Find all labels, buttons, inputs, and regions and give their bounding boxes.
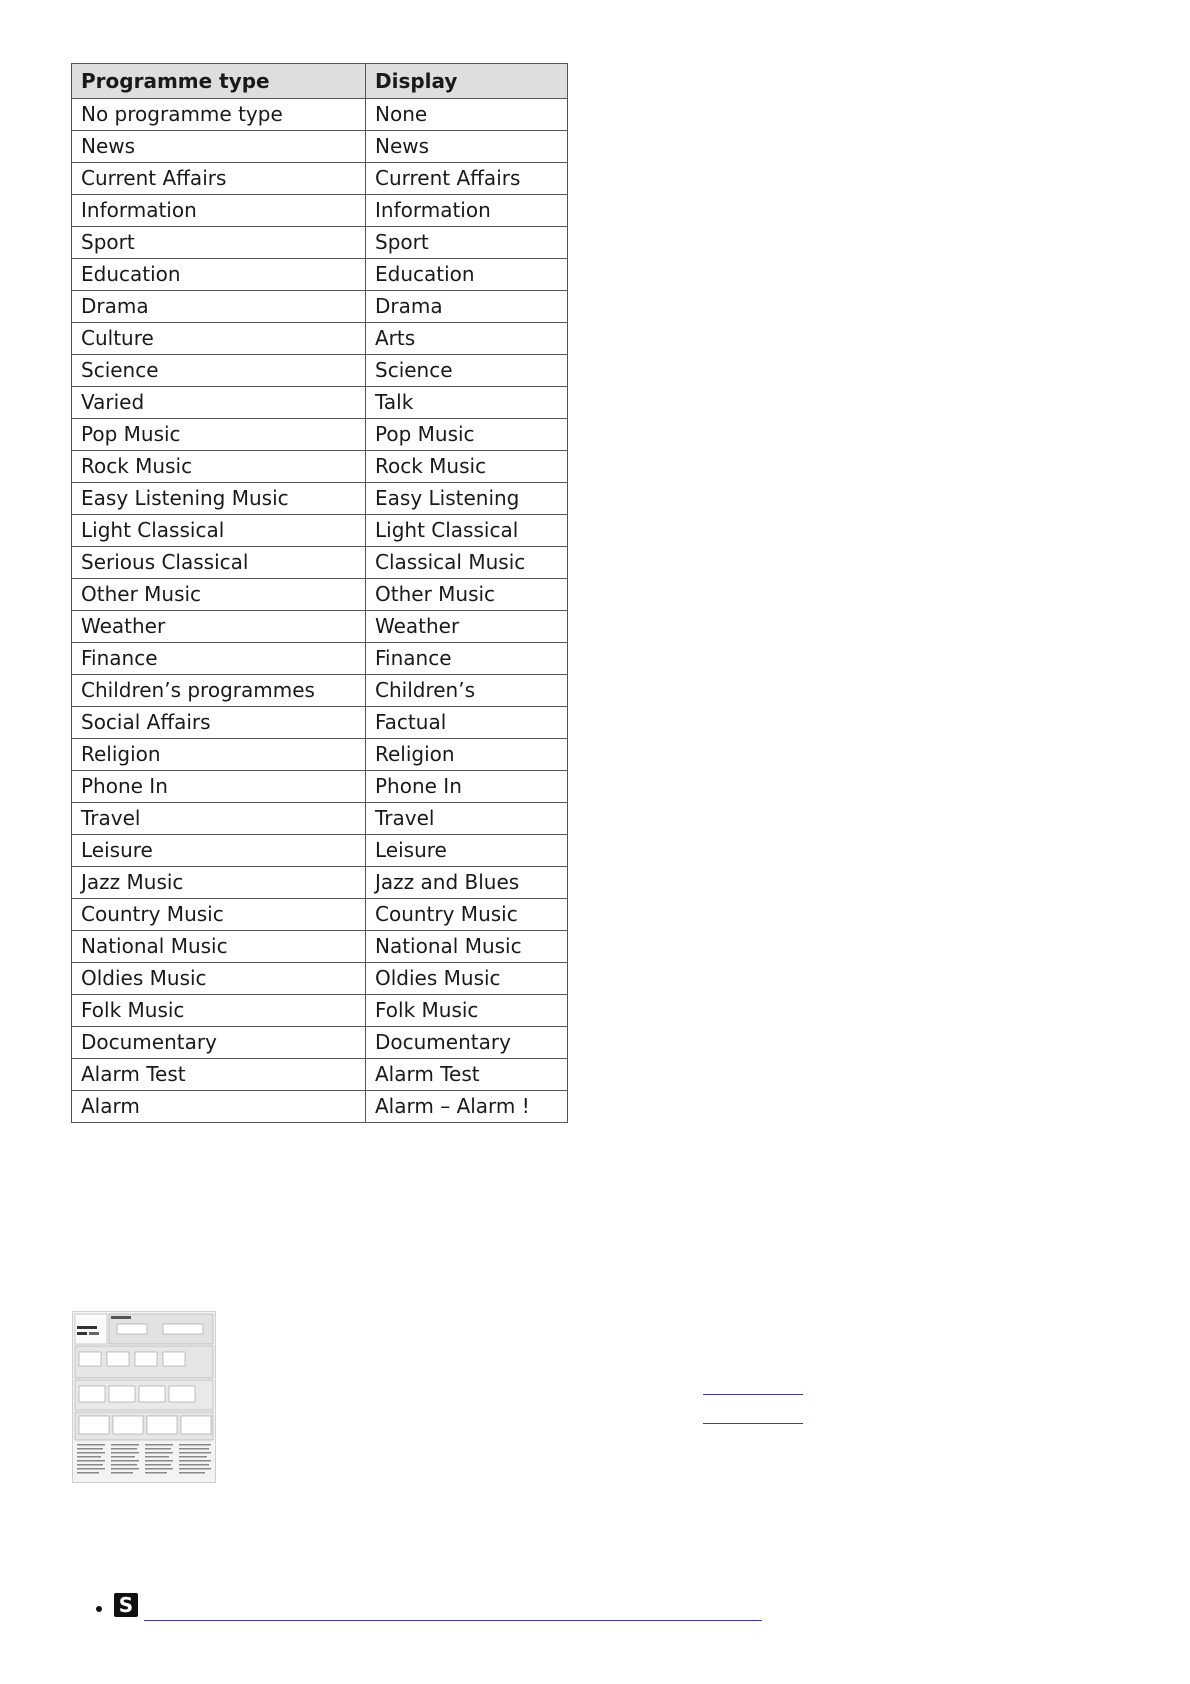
cell-programme-type: Light Classical — [72, 515, 366, 547]
cell-display: Children’s — [366, 675, 568, 707]
programme-type-table — [71, 63, 568, 1123]
table-row — [72, 1091, 568, 1123]
cell-programme-type: Other Music — [72, 579, 366, 611]
cell-display: Rock Music — [366, 451, 568, 483]
cell-display: Sport — [366, 227, 568, 259]
cell-programme-type: Information — [72, 195, 366, 227]
table-row — [72, 739, 568, 771]
cell-display: Pop Music — [366, 419, 568, 451]
link-underline-2[interactable] — [703, 1423, 803, 1424]
bullet-list-item — [94, 1591, 794, 1621]
cell-display: Easy Listening — [366, 483, 568, 515]
cell-display: Leisure — [366, 835, 568, 867]
thumbnail-document-icon — [73, 1312, 215, 1482]
cell-programme-type: No programme type — [72, 99, 366, 131]
s-logo-icon[interactable]: S — [114, 1593, 138, 1617]
cell-programme-type: Leisure — [72, 835, 366, 867]
table-row — [72, 771, 568, 803]
cell-programme-type: Rock Music — [72, 451, 366, 483]
cell-display: Alarm – Alarm ! — [366, 1091, 568, 1123]
cell-display: Folk Music — [366, 995, 568, 1027]
cell-programme-type: Finance — [72, 643, 366, 675]
table-row — [72, 515, 568, 547]
table-row — [72, 611, 568, 643]
cell-programme-type: Education — [72, 259, 366, 291]
table-row — [72, 547, 568, 579]
cell-display: News — [366, 131, 568, 163]
table-row — [72, 931, 568, 963]
cell-programme-type: Culture — [72, 323, 366, 355]
cell-display: None — [366, 99, 568, 131]
table-row — [72, 579, 568, 611]
cell-programme-type: Easy Listening Music — [72, 483, 366, 515]
table-row — [72, 675, 568, 707]
table-row — [72, 451, 568, 483]
cell-display: Drama — [366, 291, 568, 323]
cell-display: Alarm Test — [366, 1059, 568, 1091]
table-row — [72, 355, 568, 387]
link-underline-1[interactable] — [703, 1394, 803, 1395]
cell-display: Talk — [366, 387, 568, 419]
table-row — [72, 803, 568, 835]
cell-programme-type: Serious Classical — [72, 547, 366, 579]
table-row — [72, 963, 568, 995]
cell-programme-type: Travel — [72, 803, 366, 835]
cell-display: Current Affairs — [366, 163, 568, 195]
table-body — [72, 99, 568, 1123]
table-row — [72, 163, 568, 195]
table-row — [72, 131, 568, 163]
table-row — [72, 419, 568, 451]
table-row — [72, 291, 568, 323]
cell-programme-type: Science — [72, 355, 366, 387]
table-row — [72, 323, 568, 355]
table-row — [72, 259, 568, 291]
cell-programme-type: Country Music — [72, 899, 366, 931]
cell-display: Light Classical — [366, 515, 568, 547]
cell-display: Phone In — [366, 771, 568, 803]
table-row — [72, 1027, 568, 1059]
cell-programme-type: Drama — [72, 291, 366, 323]
cell-display: Documentary — [366, 1027, 568, 1059]
cell-programme-type: National Music — [72, 931, 366, 963]
cell-programme-type: Social Affairs — [72, 707, 366, 739]
table-row — [72, 835, 568, 867]
cell-programme-type: Pop Music — [72, 419, 366, 451]
cell-programme-type: Alarm Test — [72, 1059, 366, 1091]
table-row — [72, 643, 568, 675]
cell-display: Religion — [366, 739, 568, 771]
cell-programme-type: Phone In — [72, 771, 366, 803]
cell-display: Information — [366, 195, 568, 227]
table-row — [72, 387, 568, 419]
table-row — [72, 227, 568, 259]
table-row — [72, 899, 568, 931]
table-row — [72, 1059, 568, 1091]
cell-display: Finance — [366, 643, 568, 675]
cell-programme-type: Varied — [72, 387, 366, 419]
table-row — [72, 483, 568, 515]
cell-display: Country Music — [366, 899, 568, 931]
header-programme-type: Programme type — [72, 64, 366, 99]
table-row — [72, 867, 568, 899]
cell-display: Weather — [366, 611, 568, 643]
cell-programme-type: Weather — [72, 611, 366, 643]
manual-thumbnail-image[interactable] — [72, 1311, 216, 1483]
table-row — [72, 99, 568, 131]
link-underline-3[interactable] — [144, 1620, 762, 1621]
cell-programme-type: Oldies Music — [72, 963, 366, 995]
cell-display: Jazz and Blues — [366, 867, 568, 899]
cell-display: Factual — [366, 707, 568, 739]
cell-display: Other Music — [366, 579, 568, 611]
table-row — [72, 707, 568, 739]
cell-display: Arts — [366, 323, 568, 355]
cell-programme-type: Folk Music — [72, 995, 366, 1027]
cell-display: Education — [366, 259, 568, 291]
cell-display: Travel — [366, 803, 568, 835]
table-header-row — [72, 64, 568, 99]
cell-programme-type: News — [72, 131, 366, 163]
header-display: Display — [366, 64, 568, 99]
cell-display: Science — [366, 355, 568, 387]
cell-programme-type: Alarm — [72, 1091, 366, 1123]
cell-display: Classical Music — [366, 547, 568, 579]
cell-programme-type: Current Affairs — [72, 163, 366, 195]
cell-display: Oldies Music — [366, 963, 568, 995]
cell-programme-type: Documentary — [72, 1027, 366, 1059]
cell-display: National Music — [366, 931, 568, 963]
table-row — [72, 195, 568, 227]
cell-programme-type: Religion — [72, 739, 366, 771]
cell-programme-type: Jazz Music — [72, 867, 366, 899]
bullet-dot — [96, 1606, 102, 1612]
cell-programme-type: Sport — [72, 227, 366, 259]
cell-programme-type: Children’s programmes — [72, 675, 366, 707]
table-row — [72, 995, 568, 1027]
